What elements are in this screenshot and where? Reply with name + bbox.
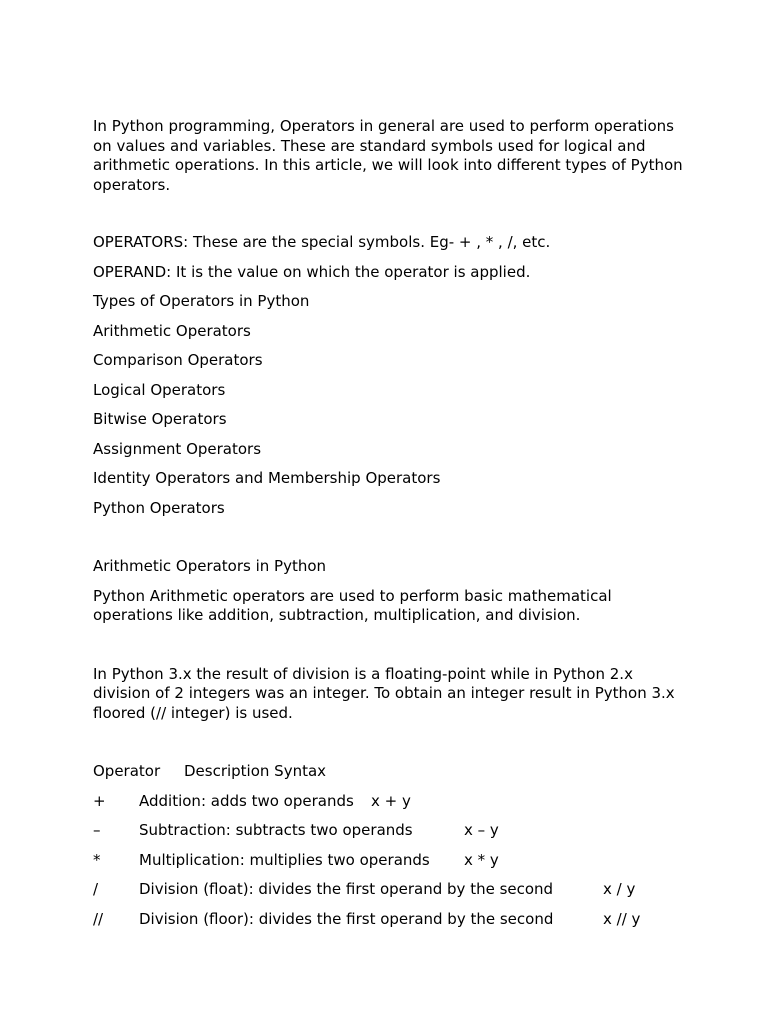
type-item: Identity Operators and Membership Operators xyxy=(93,469,441,487)
types-heading: Types of Operators in Python xyxy=(93,292,310,310)
table-row xyxy=(93,880,683,900)
type-item: Comparison Operators xyxy=(93,351,263,369)
intro-paragraph: In Python programming, Operators in general are used to perform operations on values and variables. These are standard symbols used for logical and arithmetic operations. In this article, we will look into different types of Python operators. xyxy=(93,117,683,194)
division-note: In Python 3.x the result of division is a floating-point while in Python 2.x division of 2 integers was an integer. To obtain an integer result in Python 3.x floored (// integer) is used. xyxy=(93,664,675,722)
operator-description: Division (float): divides the first operand by the second xyxy=(139,880,554,898)
document-page xyxy=(93,117,683,929)
operator-symbol: + xyxy=(93,791,106,810)
operator-symbol: // xyxy=(93,909,104,928)
type-item: Logical Operators xyxy=(93,380,226,399)
type-item: Bitwise Operators xyxy=(93,410,227,428)
table-header: Operator Description Syntax xyxy=(93,762,327,780)
arithmetic-description: Python Arithmetic operators are used to perform basic mathematical operations like addition, subtraction, multiplication, and division. xyxy=(93,586,612,624)
operator-symbol: * xyxy=(93,850,101,869)
operator-syntax: x * y xyxy=(464,850,499,869)
operand-definition: OPERAND: It is the value on which the operator is applied. xyxy=(93,262,531,281)
operator-symbol: – xyxy=(93,821,101,839)
table-row xyxy=(93,821,683,841)
operator-syntax: x – y xyxy=(464,821,499,839)
operators-definition: OPERATORS: These are the special symbols. Eg- + , * , /, etc. xyxy=(93,233,551,251)
type-item: Python Operators xyxy=(93,498,225,517)
operator-description: Addition: adds two operands xyxy=(139,791,354,810)
operator-syntax: x + y xyxy=(371,791,411,810)
type-item: Arithmetic Operators xyxy=(93,321,251,340)
table-row xyxy=(93,910,683,930)
table-row xyxy=(93,851,683,871)
operator-description: Subtraction: subtracts two operands xyxy=(139,821,413,839)
operator-symbol: / xyxy=(93,880,99,898)
operator-description: Division (floor): divides the first operand by the second xyxy=(139,909,554,928)
arithmetic-heading: Arithmetic Operators in Python xyxy=(93,557,327,575)
operator-syntax: x / y xyxy=(603,880,636,898)
operator-syntax: x // y xyxy=(603,909,641,928)
type-item: Assignment Operators xyxy=(93,439,262,458)
operator-description: Multiplication: multiplies two operands xyxy=(139,850,430,869)
table-row xyxy=(93,792,683,812)
